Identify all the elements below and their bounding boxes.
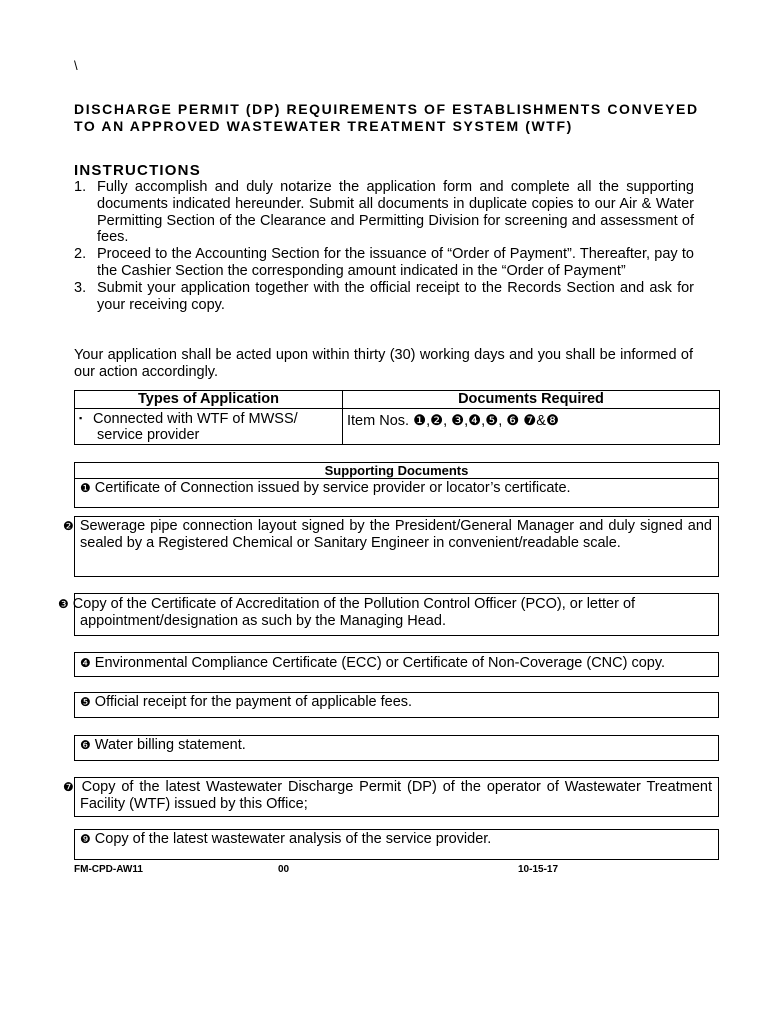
instruction-step bbox=[74, 246, 694, 280]
application-type-line-1 bbox=[79, 410, 338, 427]
supporting-item-5 bbox=[75, 693, 718, 711]
documents-required-cell bbox=[343, 409, 720, 445]
table-row bbox=[75, 409, 720, 445]
stray-backslash: \ bbox=[74, 58, 78, 73]
supporting-item-8 bbox=[75, 830, 718, 848]
square-bullet-icon: ▪ bbox=[79, 413, 83, 423]
number-9-icon: ❾ bbox=[80, 832, 91, 846]
supporting-item-text: Certificate of Connection issued by service provider or locator’s certificate. bbox=[94, 480, 571, 496]
form-code: FM-CPD-AW11 bbox=[74, 864, 143, 875]
instructions-list bbox=[74, 179, 694, 313]
revision-number: 00 bbox=[278, 864, 290, 875]
step-text: Fully accomplish and duly notarize the application form and complete all the supporting documents indicated hereunder. Submit all documents in duplicate copies to our Air & Water Permitting Section of the Clearance and Permitting Division for screening and assessment of fees. bbox=[97, 179, 694, 246]
supporting-item-4-box bbox=[74, 652, 719, 677]
instruction-step bbox=[74, 280, 694, 314]
number-2-icon: ❷ bbox=[63, 519, 75, 533]
supporting-item-2 bbox=[63, 517, 718, 552]
supporting-documents-heading: Supporting Documents bbox=[75, 463, 718, 479]
supporting-item-text: Copy of the Certificate of Accreditation of the Pollution Control Officer (PCO), or letter of appointment/designation as such by the Managing Head. bbox=[72, 596, 636, 629]
supporting-item-4 bbox=[75, 653, 718, 672]
supporting-item-5-box bbox=[74, 692, 719, 718]
supporting-item-text: Water billing statement. bbox=[94, 737, 246, 753]
number-5-icon: ❺ bbox=[80, 695, 91, 709]
supporting-item-text: Official receipt for the payment of applicable fees. bbox=[94, 694, 413, 710]
step-number: 2. bbox=[74, 246, 87, 263]
supporting-item-text: Copy of the latest Wastewater Discharge Permit (DP) of the operator of Wastewater Treatment Facility (WTF) issued by this Office; bbox=[80, 779, 712, 812]
documents-required-items: Item Nos. ❶,❷, ❸,❹,❺, ❻ ❼&❽ bbox=[347, 413, 559, 429]
table-header-row bbox=[75, 391, 720, 409]
processing-time-note: Your application shall be acted upon within thirty (30) working days and you shall be informed of our action accordingly. bbox=[74, 347, 693, 380]
title-line-2: TO AN APPROVED WASTEWATER TREATMENT SYSTEM (WTF) bbox=[74, 118, 573, 134]
number-1-icon: ❶ bbox=[80, 481, 91, 495]
supporting-item-6 bbox=[75, 736, 718, 754]
supporting-item-7-box bbox=[63, 777, 719, 817]
supporting-item-6-box bbox=[74, 735, 719, 761]
supporting-item-7 bbox=[63, 778, 718, 813]
supporting-item-text: Environmental Compliance Certificate (ECC) or Certificate of Non-Coverage (CNC) copy. bbox=[94, 655, 666, 671]
step-number: 1. bbox=[74, 179, 87, 195]
step-text: Proceed to the Accounting Section for the issuance of “Order of Payment”. Thereafter, pay to the Cashier Section the corresponding amount indicated in the “Order of Payment” bbox=[97, 246, 694, 279]
supporting-item-2-box bbox=[63, 516, 719, 577]
number-4-icon: ❹ bbox=[80, 656, 91, 670]
number-3-icon: ❸ bbox=[58, 597, 69, 611]
number-7-icon: ❼ bbox=[63, 780, 76, 794]
application-type-text: Connected with WTF of MWSS/ bbox=[93, 411, 298, 427]
number-6-icon: ❻ bbox=[80, 738, 91, 752]
instruction-step bbox=[74, 179, 694, 246]
types-of-application-header: Types of Application bbox=[75, 391, 343, 409]
supporting-item-3-box bbox=[58, 593, 719, 636]
supporting-item-text: Copy of the latest wastewater analysis of the service provider. bbox=[94, 831, 492, 847]
supporting-item-text: Sewerage pipe connection layout signed by the President/General Manager and duly signed and sealed by a Registered Chemical or Sanitary Engineer in convenient/readable scale. bbox=[79, 518, 713, 551]
supporting-item-3 bbox=[58, 594, 718, 630]
instructions-heading: INSTRUCTIONS bbox=[74, 162, 201, 179]
supporting-item-1 bbox=[75, 479, 718, 507]
title-line-1: DISCHARGE PERMIT (DP) REQUIREMENTS OF ESTABLISHMENTS CONVEYED bbox=[74, 101, 699, 117]
application-type-cell bbox=[75, 409, 343, 445]
step-text: Submit your application together with the official receipt to the Records Section and ask for your receiving copy. bbox=[97, 279, 694, 313]
effectivity-date: 10-15-17 bbox=[518, 864, 559, 875]
document-title bbox=[74, 101, 714, 135]
application-types-table bbox=[74, 390, 720, 445]
application-type-line-2: service provider bbox=[97, 427, 200, 443]
documents-required-header: Documents Required bbox=[343, 391, 720, 409]
supporting-item-8-box bbox=[74, 829, 719, 860]
step-number: 3. bbox=[74, 279, 87, 296]
supporting-item-1-box bbox=[74, 462, 719, 508]
